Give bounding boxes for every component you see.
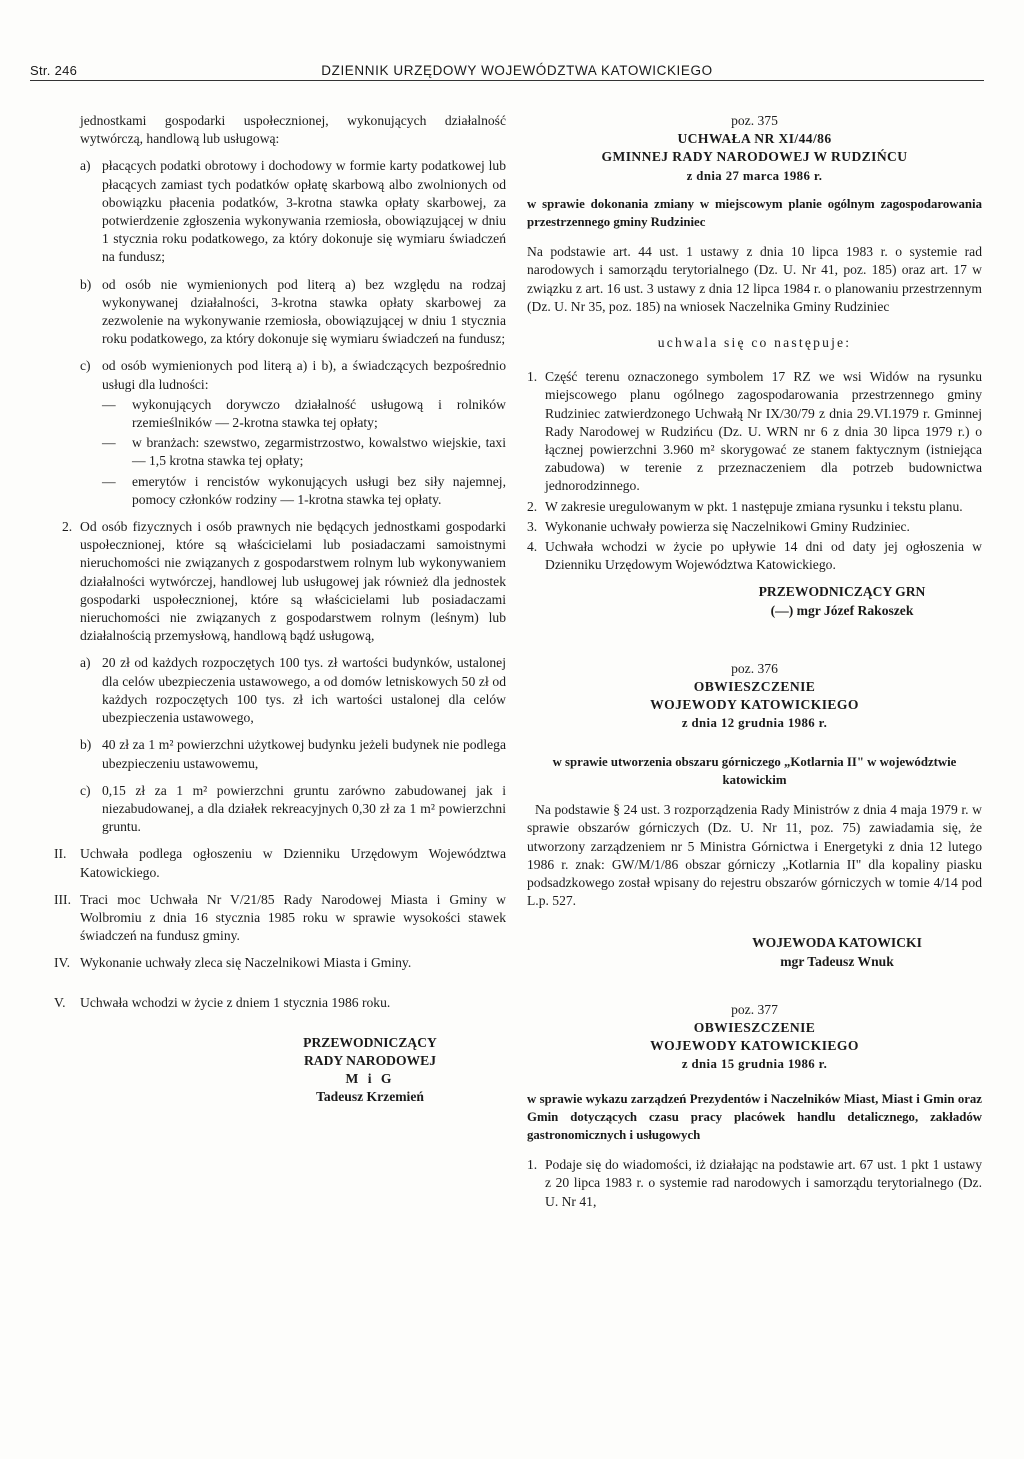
position-number: poz. 376 xyxy=(731,660,778,676)
item-label: a) xyxy=(80,655,91,671)
act-title: UCHWAŁA NR XI/44/86 xyxy=(677,131,832,147)
dash-label: — xyxy=(102,473,116,489)
signature-title: PRZEWODNICZĄCY GRN xyxy=(758,584,926,600)
section-label: V. xyxy=(54,994,66,1010)
item-text: od osób wymienionych pod literą a) i b), a świadczących bezpośrednio usługi dla ludności: xyxy=(102,358,506,392)
act-date: z dnia 15 grudnia 1986 r. xyxy=(681,1057,828,1072)
act-subject: w sprawie dokonania zmiany w miejscowym planie ogólnym zagospodarowania przestrzennego gminy Rudziniec xyxy=(527,196,982,230)
act-issuer: GMINNEJ RADY NARODOWEJ W RUDZIŃCU xyxy=(601,149,908,165)
item-text: Podaje się do wiadomości, iż działając na podstawie art. 67 ust. 1 pkt 1 ustawy z 20 lipca 1983 r. o systemie rad narodowych i samorządu terytorialnego (Dz. U. Nr 41, xyxy=(545,1157,982,1209)
item-label: b) xyxy=(80,276,92,292)
act-issuer: WOJEWODY KATOWICKIEGO xyxy=(650,697,859,713)
position-number: poz. 375 xyxy=(731,113,778,128)
dash-text: w branżach: szewstwo, zegarmistrzostwo, kowalstwo wiejskie, taxi — 1,5 krotna stawka tej opłaty; xyxy=(132,435,506,469)
item-text: 40 zł za 1 m² powierzchni użytkowej budynku jeżeli budynek nie podlega ubezpieczeniu ustawowemu, xyxy=(102,737,506,771)
paragraph-text: Od osób fizycznych i osób prawnych nie będących jednostkami gospodarki uspołecznionej, które są właścicielami lub posiadaczami samoistnymi nieruchomości nie związanych z gospodarstwem rolnym lub wykonywaniem działalności wytwórczej, handlowej lub usługowej jak również dla jednostek gospodarki uspołecznionej, które są właścicielami lub posiadaczami nieruchomości nie związanych z gospodarstwem rolnym (leśnym) lub działalnością przemysłową, handlową bądź usługową, xyxy=(80,519,506,644)
resolution-phrase: uchwala się co następuje: xyxy=(657,335,852,351)
item-label: a) xyxy=(80,158,91,174)
section-II xyxy=(54,845,506,881)
act-subject: w sprawie utworzenia obszaru górniczego „Kotlarnia II" w województwie katowickim xyxy=(552,754,957,787)
act-subject: w sprawie wykazu zarządzeń Prezydentów i Naczelników Miast, Miast i Gmin oraz Gmin dotyczących czasu pracy placówek handlu detalicznego, zakładów gastronomicznych i usługowych xyxy=(527,1091,982,1142)
dash-label: — xyxy=(102,396,116,412)
item-label: c) xyxy=(80,782,91,798)
p2-item-a xyxy=(80,654,506,727)
section-V xyxy=(54,994,506,1012)
section-III xyxy=(54,891,506,946)
item-text: Wykonanie uchwały powierza się Naczelnikowi Gminy Rudziniec. xyxy=(545,518,910,534)
dash-item xyxy=(102,473,506,509)
dash-list xyxy=(102,396,506,509)
item-a xyxy=(80,157,506,266)
item-text: Uchwała wchodzi w życie po upływie 14 dni od daty jej ogłoszenia w Dzienniku Urzędowym Województwa Katowickiego. xyxy=(545,539,982,573)
item-text: 0,15 zł za 1 m² powierzchni gruntu zarówno zabudowanej jak i niezabudowanej, a dla działek rekreacyjnych 0,30 zł za 1 m² powierzchni gruntu. xyxy=(102,782,506,835)
item-b xyxy=(80,276,506,349)
section-label: II. xyxy=(54,846,67,862)
item-text: Część terenu oznaczonego symbolem 17 RZ we wsi Widów na rysunku miejscowego planu ogólnego zagospodarowania przestrzennego gminy Rudziniec zatwierdzonego Uchwałą Nr IX/30/79 z dnia 29.VI.1979 r. Gminnej Rady Narodowej w Rudzińcu (Dz. U. WRN nr 6 z dnia 30 lipca 1979 r.) o łącznej powierzchni 3.960 m² skorygować ze stanem faktycznym (istniejąca zabudowa) w terenie z przeznaczeniem dla potrzeb budownictwa jednorodzinnego. xyxy=(545,369,982,494)
dash-text: wykonujących dorywczo działalność usługową i rolników rzemieślników — 2-krotna stawka tej opłaty; xyxy=(132,396,506,431)
resolution-item xyxy=(527,538,982,574)
dash-label: — xyxy=(102,435,116,451)
section-label: III. xyxy=(54,891,71,907)
item-label: 3. xyxy=(527,518,538,534)
header-rule xyxy=(30,80,984,81)
item-text: 20 zł od każdych rozpoczętych 100 tys. zł wartości budynków, ustalonej dla celów ubezpieczenia ustawowego, a od domów letniskowych 50 zł od każdych rozpoczętych 100 tys. zł ich wartości ustalonej dla celów ubezpieczenia ustawowego, xyxy=(102,655,506,726)
paragraph-label: 2. xyxy=(62,519,73,535)
signature-block xyxy=(697,934,977,970)
paragraph-2 xyxy=(62,518,506,645)
section-text: Uchwała podlega ogłoszeniu w Dzienniku Urzędowym Województwa Katowickiego. xyxy=(80,846,506,880)
dash-text: emerytów i rencistów wykonujących usługi bez siły najemnej, pomocy członków rodziny — 1-krotna stawka tej opłaty. xyxy=(132,473,506,507)
left-column xyxy=(54,112,506,1107)
act-title: OBWIESZCZENIE xyxy=(693,679,816,695)
signature-block xyxy=(270,1034,470,1107)
signature-title: PRZEWODNICZĄCY xyxy=(303,1034,437,1050)
position-number: poz. 377 xyxy=(731,1001,778,1017)
notice-item xyxy=(527,1156,982,1211)
signature-block xyxy=(717,583,967,619)
signature-title: WOJEWODA KATOWICKI xyxy=(752,935,922,951)
running-title: DZIENNIK URZĘDOWY WOJEWÓDZTWA KATOWICKIEGO xyxy=(321,63,713,78)
dash-item xyxy=(102,434,506,470)
legal-basis: Na podstawie § 24 ust. 3 rozporządzenia Rady Ministrów z dnia 4 maja 1979 r. w sprawie obszarów górniczych (Dz. U. Nr 11, poz. 75) zawiadamia się, że utworzony zarządzeniem nr 5 Ministra Górnictwa i Energetyki z dnia 12 lutego 1986 r. znak: GW/M/1/86 obszar górniczy „Kotlarnia II" dla kopaliny piasku podsadzkowego został wpisany do rejestru obszarów górniczych w tomie 4/14 pod L.p. 527. xyxy=(527,802,982,909)
section-IV xyxy=(54,954,506,972)
item-label: 1. xyxy=(527,369,538,385)
p2-item-c xyxy=(80,782,506,837)
item-label: c) xyxy=(80,358,91,374)
item-label: 4. xyxy=(527,539,538,555)
act-title: OBWIESZCZENIE xyxy=(693,1019,816,1035)
act-date: z dnia 12 grudnia 1986 r. xyxy=(681,716,828,731)
section-text: Wykonanie uchwały zleca się Naczelnikowi Miasta i Gminy. xyxy=(80,955,412,971)
signature-name: Tadeusz Krzemień xyxy=(316,1089,424,1105)
act-date: z dnia 27 marca 1986 r. xyxy=(686,168,823,183)
resolution-item xyxy=(527,368,982,495)
section-text: Traci moc Uchwała Nr V/21/85 Rady Narodowej Miasta i Gminy w Wolbromiu z dnia 16 stycznia 1985 roku w sprawie wysokości stawek świadczeń na fundusz gminy. xyxy=(80,891,506,944)
section-text: Uchwała wchodzi w życie z dniem 1 stycznia 1986 roku. xyxy=(80,994,391,1010)
item-text: W zakresie uregulowanym w pkt. 1 następuje zmiana rysunku i tekstu planu. xyxy=(545,498,963,514)
act-issuer: WOJEWODY KATOWICKIEGO xyxy=(650,1038,859,1054)
page-header xyxy=(0,56,1024,80)
resolution-item xyxy=(527,498,982,516)
signature-body: RADY NARODOWEJ xyxy=(303,1052,437,1068)
item-label: 1. xyxy=(527,1157,538,1173)
item-label: b) xyxy=(80,737,92,753)
signature-name: mgr Tadeusz Wnuk xyxy=(780,953,894,969)
item-text: płacących podatki obrotowy i dochodowy w formie karty podatkowej lub płacących zamiast tych podatków opłatę skarbową albo zwolnionych od obowiązku płacenia podatków, 3-krotna stawka opłaty skarbowej, za potwierdzenie zgłoszenia wykonywania rzemiosła, obowiązującej w dniu 1 stycznia roku podatkowego, za który dokonuje się wymiaru świadczeń na fundusz; xyxy=(102,158,506,265)
item-c xyxy=(80,357,506,393)
section-label: IV. xyxy=(54,955,70,971)
resolution-item xyxy=(527,518,982,536)
intro-text: jednostkami gospodarki uspołecznionej, wykonujących działalność wytwórczą, handlową lub usługową: xyxy=(80,113,506,147)
right-column xyxy=(527,112,982,1220)
dash-item xyxy=(102,396,506,432)
item-text: od osób nie wymienionych pod literą a) bez względu na rodzaj wykonywanej działalności, 3-krotna stawka opłaty skarbowej za zezwolenie na wykonywanie rzemiosła, obowiązującej w dniu 1 stycznia roku podatkowego, za który dokonuje się wymiaru świadczeń na fundusz; xyxy=(102,276,506,347)
page-number: Str. 246 xyxy=(30,63,78,78)
legal-basis: Na podstawie art. 44 ust. 1 ustawy z dnia 10 lipca 1983 r. o systemie rad narodowych i samorządu terytorialnego (Dz. U. Nr 41, poz. 185) oraz art. 17 w związku z art. 16 ust. 3 ustawy z dnia 12 lipca 1984 r. o planowaniu przestrzennym (Dz. U. Nr 35, poz. 185) na wniosek Naczelnika Gminy Rudziniec xyxy=(527,244,982,314)
p2-item-b xyxy=(80,736,506,772)
item-label: 2. xyxy=(527,498,538,514)
signature-name: (—) mgr Józef Rakoszek xyxy=(770,602,914,618)
signature-unit: M i G xyxy=(345,1071,395,1087)
